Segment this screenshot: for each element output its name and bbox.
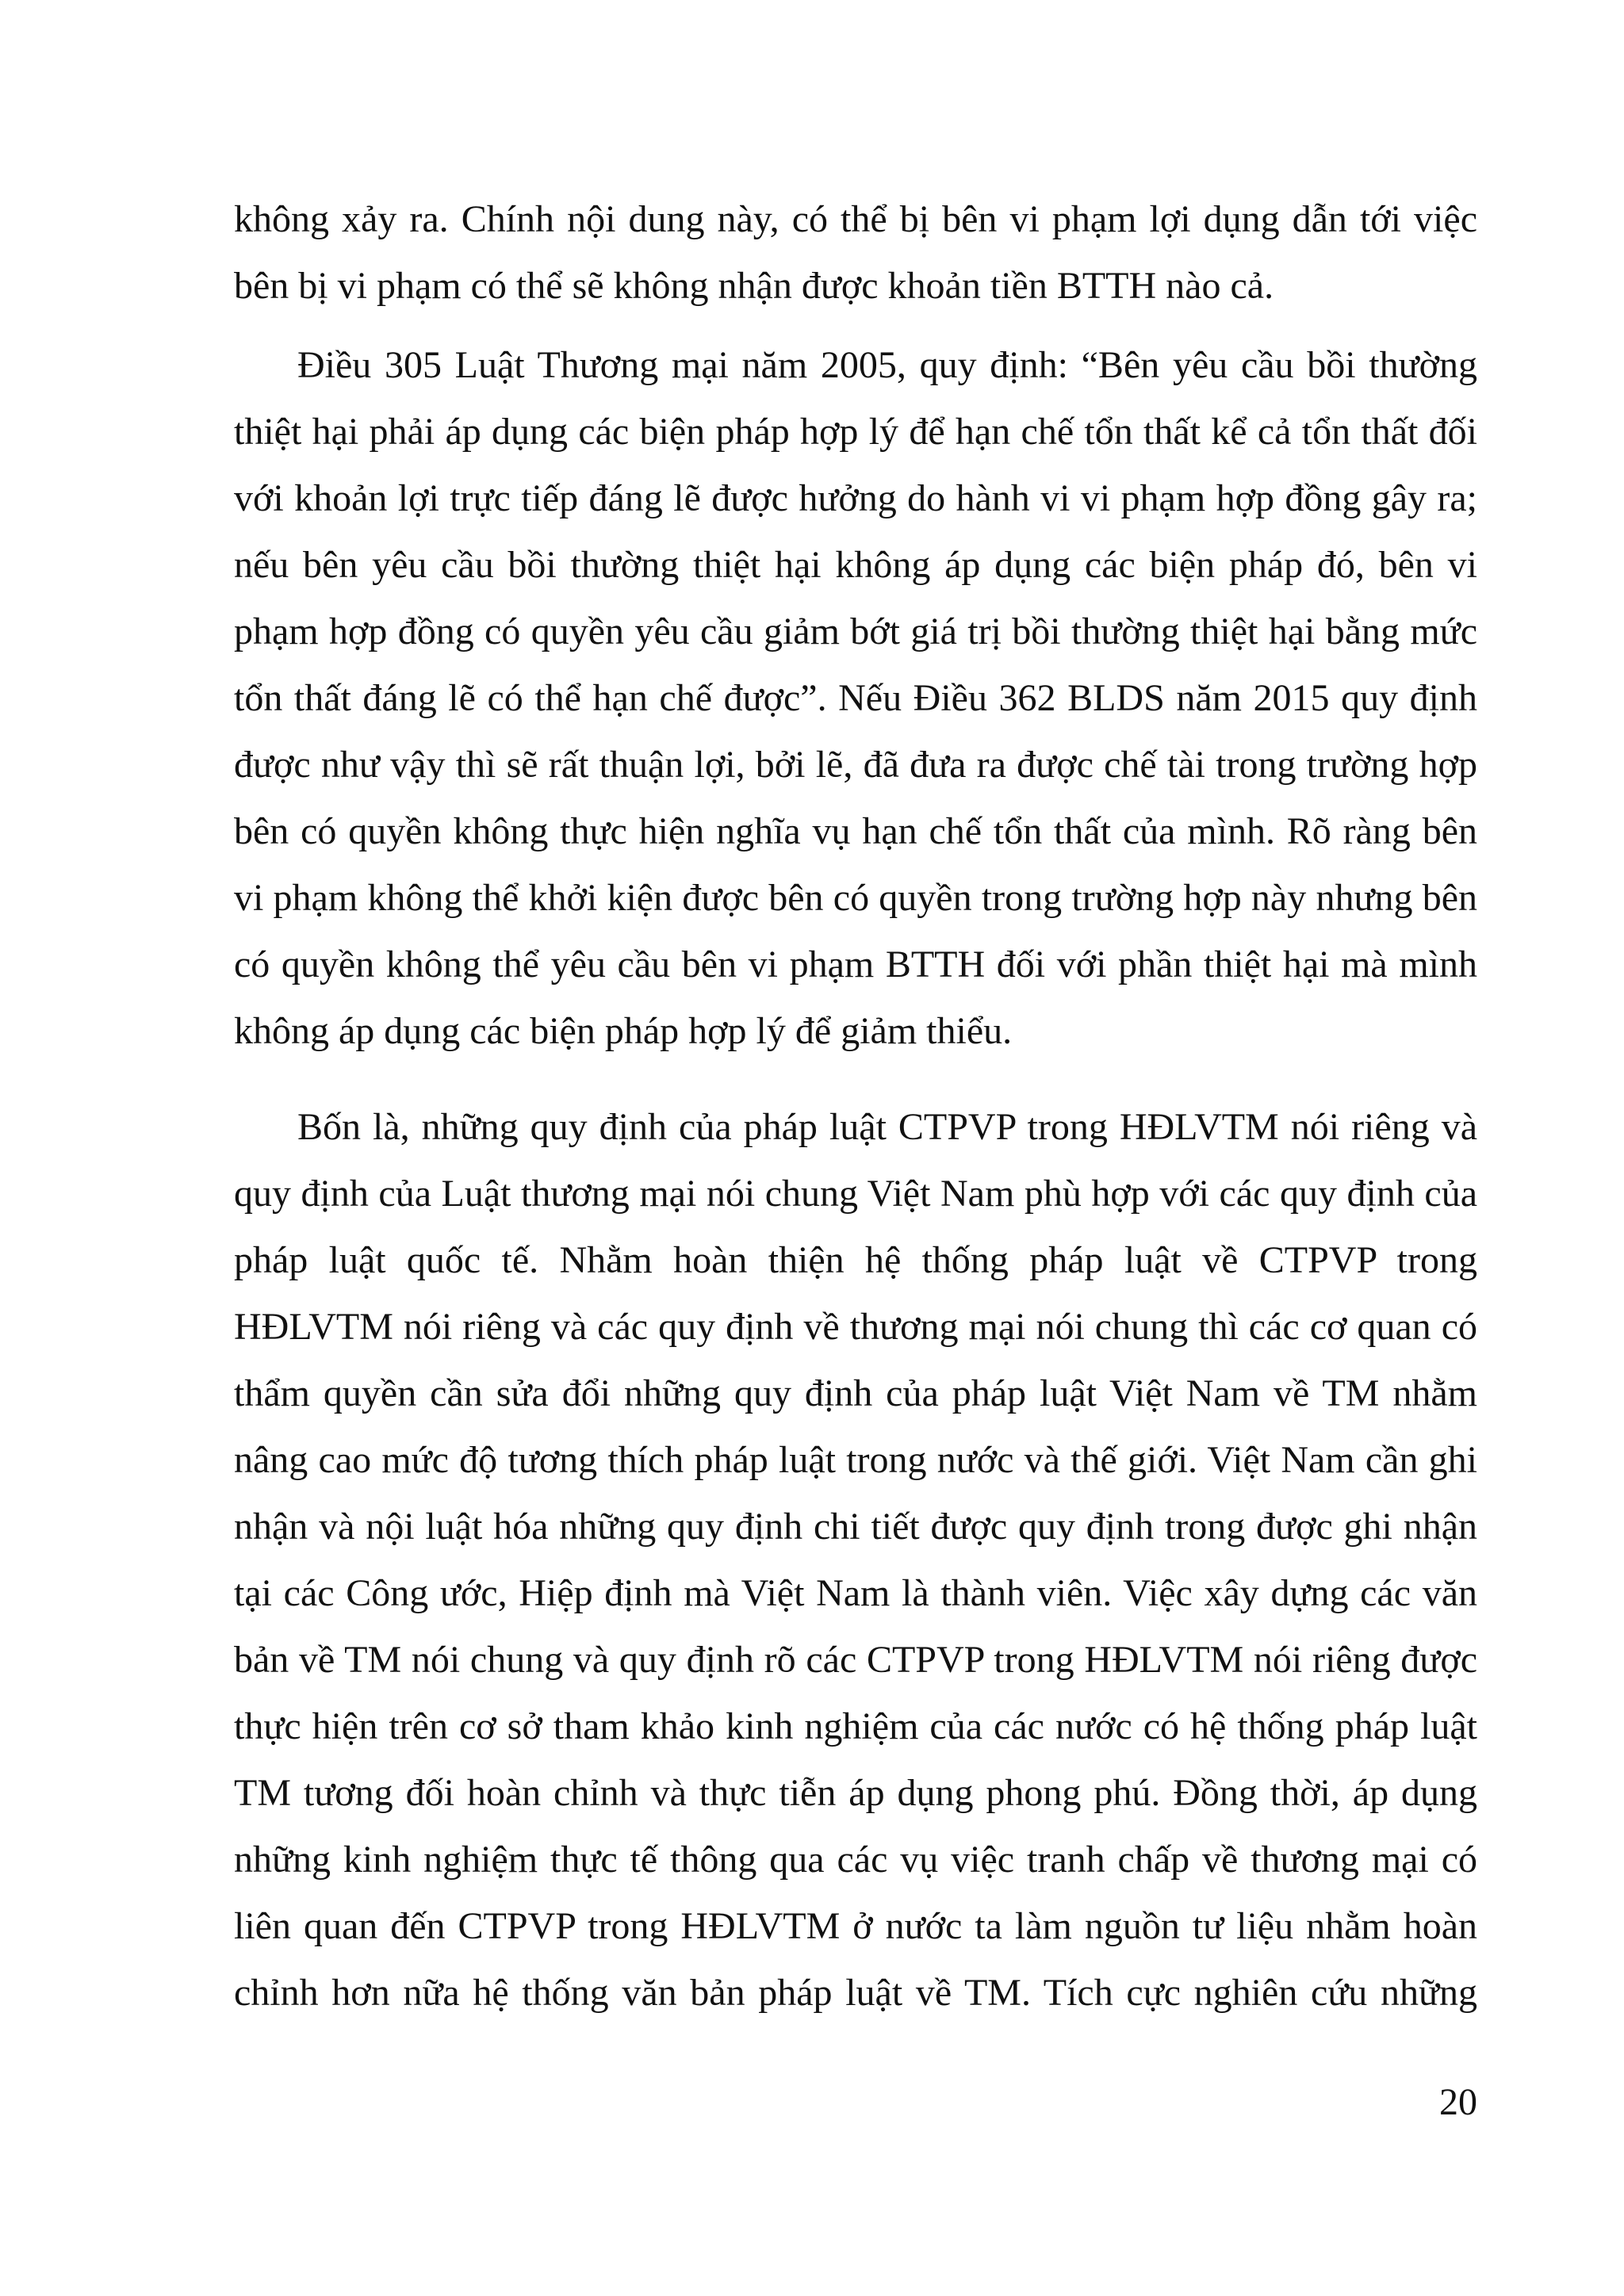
text-line: không xảy ra. Chính nội dung này, có thể bị bên vi phạm lợi dụng dẫn tới việc	[234, 198, 1477, 240]
text-line: vi phạm không thể khởi kiện được bên có quyền trong trường hợp này nhưng bên	[234, 877, 1477, 919]
text-line: được như vậy thì sẽ rất thuận lợi, bởi lẽ, đã đưa ra được chế tài trong trường hợp	[234, 744, 1477, 786]
page-number: 20	[1439, 2081, 1477, 2123]
paragraph-bon-la	[234, 1094, 1477, 2026]
text-line: tổn thất đáng lẽ có thể hạn chế được”. Nếu Điều 362 BLDS năm 2015 quy định	[234, 677, 1477, 719]
text-line: phạm hợp đồng có quyền yêu cầu giảm bớt giá trị bồi thường thiệt hại bằng mức	[234, 610, 1477, 652]
text-line: pháp luật quốc tế. Nhằm hoàn thiện hệ thống pháp luật về CTPVP trong	[234, 1239, 1477, 1281]
text-line: có quyền không thể yêu cầu bên vi phạm BTTH đối với phần thiệt hại mà mình	[234, 943, 1477, 985]
text-line: Điều 305 Luật Thương mại năm 2005, quy định: “Bên yêu cầu bồi thường	[297, 344, 1477, 386]
text-line: thiệt hại phải áp dụng các biện pháp hợp lý để hạn chế tổn thất kể cả tổn thất đối	[234, 411, 1477, 453]
paragraph-continuation	[234, 186, 1477, 320]
text-line: những kinh nghiệm thực tế thông qua các vụ việc tranh chấp về thương mại có	[234, 1839, 1477, 1881]
text-line: thực hiện trên cơ sở tham khảo kinh nghiệm của các nước có hệ thống pháp luật	[234, 1705, 1477, 1747]
text-line: TM tương đối hoàn chỉnh và thực tiễn áp dụng phong phú. Đồng thời, áp dụng	[234, 1772, 1477, 1814]
text-line: bên bị vi phạm có thể sẽ không nhận được khoản tiền BTTH nào cả.	[234, 265, 1274, 307]
text-line: quy định của Luật thương mại nói chung Việt Nam phù hợp với các quy định của	[234, 1173, 1477, 1215]
text-line: không áp dụng các biện pháp hợp lý để giảm thiểu.	[234, 1010, 1013, 1052]
text-line: nhận và nội luật hóa những quy định chi tiết được quy định trong được ghi nhận	[234, 1506, 1477, 1548]
text-line: tại các Công ước, Hiệp định mà Việt Nam là thành viên. Việc xây dựng các văn	[234, 1572, 1477, 1614]
text-line: bản về TM nói chung và quy định rõ các CTPVP trong HĐLVTM nói riêng được	[234, 1639, 1477, 1681]
text-line: nếu bên yêu cầu bồi thường thiệt hại không áp dụng các biện pháp đó, bên vi	[234, 544, 1477, 586]
paragraph-article-305	[234, 332, 1477, 1065]
text-line: với khoản lợi trực tiếp đáng lẽ được hưởng do hành vi vi phạm hợp đồng gây ra;	[234, 477, 1477, 519]
text-line: bên có quyền không thực hiện nghĩa vụ hạn chế tổn thất của mình. Rõ ràng bên	[234, 810, 1477, 852]
text-line: thẩm quyền cần sửa đổi những quy định của pháp luật Việt Nam về TM nhằm	[234, 1372, 1477, 1414]
text-line: liên quan đến CTPVP trong HĐLVTM ở nước ta làm nguồn tư liệu nhằm hoàn	[234, 1905, 1477, 1947]
text-line: Bốn là, những quy định của pháp luật CTPVP trong HĐLVTM nói riêng và	[297, 1106, 1477, 1148]
text-line: chỉnh hơn nữa hệ thống văn bản pháp luật về TM. Tích cực nghiên cứu những	[234, 1972, 1477, 2014]
text-line: HĐLVTM nói riêng và các quy định về thương mại nói chung thì các cơ quan có	[234, 1306, 1477, 1348]
text-line: nâng cao mức độ tương thích pháp luật trong nước và thế giới. Việt Nam cần ghi	[234, 1439, 1477, 1481]
